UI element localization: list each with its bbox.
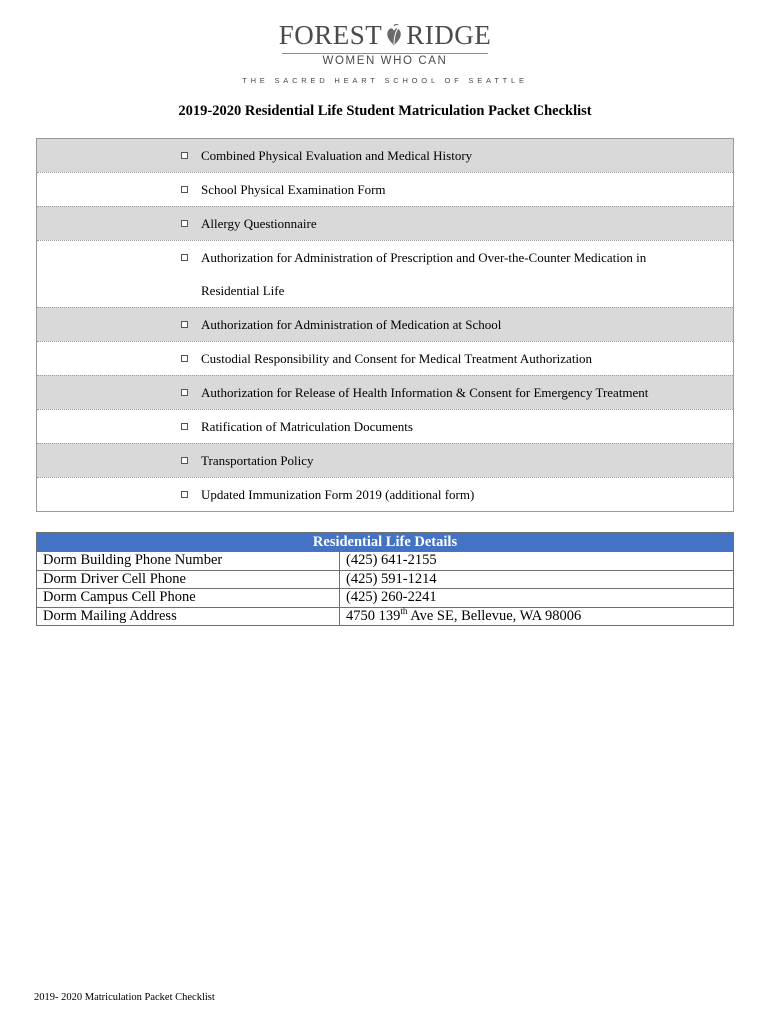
checklist-item-label-continued: Residential Life	[201, 283, 285, 298]
checklist-item-label: Authorization for Release of Health Information & Consent for Emergency Treatment	[201, 385, 649, 400]
checklist-item[interactable]	[37, 307, 733, 341]
checklist-item-label: Updated Immunization Form 2019 (additional form)	[201, 487, 475, 502]
checklist-item-label: Ratification of Matriculation Documents	[201, 419, 413, 434]
checklist-item[interactable]	[37, 172, 733, 206]
detail-label: Dorm Driver Cell Phone	[37, 570, 340, 589]
checkbox-icon[interactable]	[181, 186, 188, 193]
residential-life-details-table	[36, 532, 734, 626]
logo-name-part1: FOREST	[278, 20, 383, 50]
checkbox-icon[interactable]	[181, 220, 188, 227]
leaf-heart-icon	[385, 24, 403, 46]
detail-label: Dorm Campus Cell Phone	[37, 589, 340, 608]
checklist-item-label: Authorization for Administration of Medication at School	[201, 317, 502, 332]
table-row	[37, 607, 734, 626]
logo-divider	[282, 53, 488, 54]
checklist-item[interactable]	[37, 375, 733, 409]
checklist-item-label: Combined Physical Evaluation and Medical History	[201, 148, 473, 163]
logo-subtitle: THE SACRED HEART SCHOOL OF SEATTLE	[242, 76, 528, 85]
checklist-item-label-group	[201, 241, 733, 307]
checklist-item[interactable]	[37, 206, 733, 240]
checklist-item[interactable]	[37, 139, 733, 172]
address-part: 4750 139	[346, 607, 401, 624]
school-logo	[0, 20, 770, 85]
detail-label: Dorm Building Phone Number	[37, 552, 340, 571]
checklist-item[interactable]	[37, 341, 733, 375]
logo-wordmark	[279, 20, 492, 50]
address-superscript: th	[400, 605, 408, 616]
checkbox-icon[interactable]	[181, 423, 188, 430]
table-row	[37, 570, 734, 589]
checklist	[36, 138, 734, 512]
detail-label: Dorm Mailing Address	[37, 607, 340, 626]
checklist-item[interactable]	[37, 477, 733, 511]
checkbox-icon[interactable]	[181, 254, 188, 261]
table-row	[37, 552, 734, 571]
checkbox-icon[interactable]	[181, 321, 188, 328]
detail-value: (425) 591-1214	[340, 570, 734, 589]
logo-tagline: WOMEN WHO CAN	[322, 55, 448, 67]
logo-name-part2: RIDGE	[406, 20, 492, 50]
table-header: Residential Life Details	[37, 533, 734, 552]
checkbox-icon[interactable]	[181, 355, 188, 362]
detail-value-address	[340, 607, 734, 626]
checkbox-icon[interactable]	[181, 457, 188, 464]
checklist-item-label: Allergy Questionnaire	[201, 216, 317, 231]
detail-value: (425) 260-2241	[340, 589, 734, 608]
checklist-item[interactable]	[37, 409, 733, 443]
page-title: 2019-2020 Residential Life Student Matriculation Packet Checklist	[178, 103, 592, 119]
checklist-item-label: Authorization for Administration of Prescription and Over-the-Counter Medication in	[201, 250, 647, 265]
page-footer: 2019- 2020 Matriculation Packet Checklist	[34, 992, 215, 1003]
table-header-row	[37, 533, 734, 552]
checkbox-icon[interactable]	[181, 152, 188, 159]
checklist-item-label: Custodial Responsibility and Consent for Medical Treatment Authorization	[201, 351, 593, 366]
table-row	[37, 589, 734, 608]
checklist-item[interactable]	[37, 443, 733, 477]
checklist-item[interactable]	[37, 240, 733, 307]
detail-value: (425) 641-2155	[340, 552, 734, 571]
checkbox-icon[interactable]	[181, 491, 188, 498]
checkbox-icon[interactable]	[181, 389, 188, 396]
address-part: Ave SE, Bellevue, WA 98006	[407, 607, 582, 624]
checklist-item-label: Transportation Policy	[201, 453, 314, 468]
checklist-item-label: School Physical Examination Form	[201, 182, 386, 197]
